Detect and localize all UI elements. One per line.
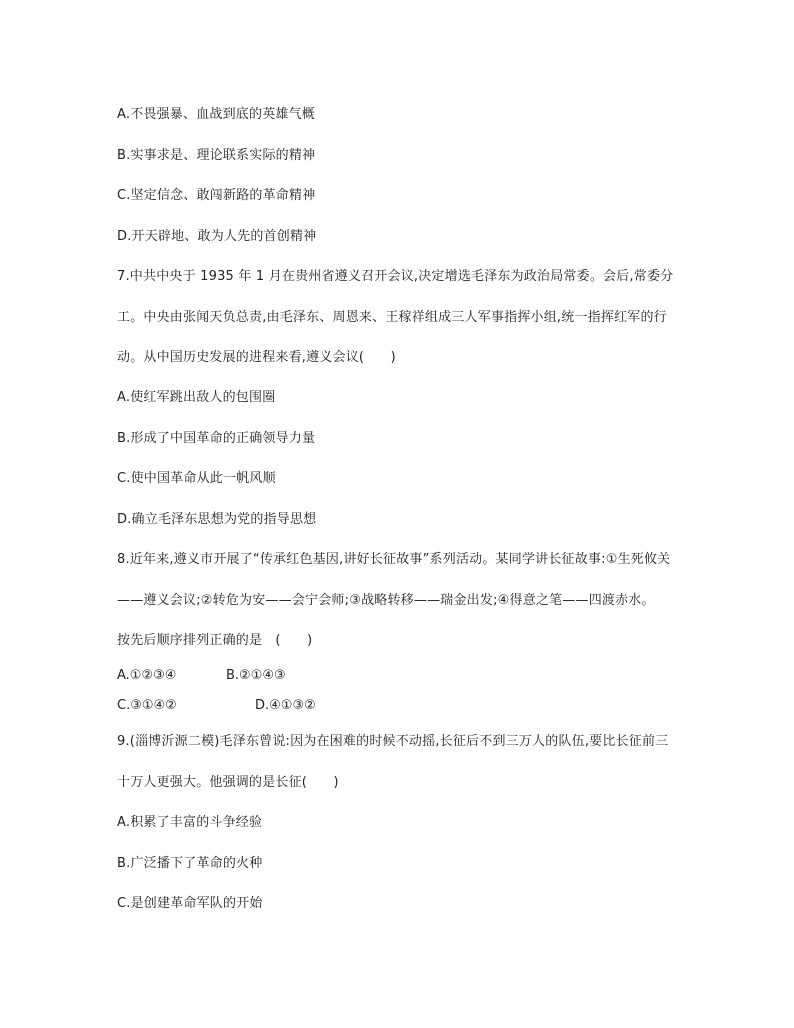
q9-option-a: A.积累了丰富的斗争经验	[117, 815, 263, 830]
q6-option-d: D.开天辟地、敢为人先的首创精神	[117, 229, 317, 244]
q8-stem-line-1: 8.近年来,遵义市开展了“传承红色基因,讲好长征故事”系列活动。某同学讲长征故事:①生死攸关	[117, 552, 671, 567]
q9-stem-line-2: 十万人更强大。他强调的是长征( )	[117, 775, 339, 790]
q6-option-b: B.实事求是、理论联系实际的精神	[117, 148, 316, 163]
q9-stem-line-1: 9.(淄博沂源二模)毛泽东曾说:因为在困难的时候不动摇,长征后不到三万人的队伍,要比长征前三	[117, 734, 669, 749]
q7-stem-line-3: 动。从中国历史发展的进程来看,遵义会议( )	[117, 350, 396, 365]
q7-option-a: A.使红军跳出敌人的包围圈	[117, 390, 276, 405]
q8-stem-line-2: ——遵义会议;②转危为安——会宁会师;③战略转移——瑞金出发;④得意之笔——四渡赤水。	[117, 593, 655, 608]
q6-option-c: C.坚定信念、敢闯新路的革命精神	[117, 188, 316, 203]
q8-stem-line-3: 按先后顺序排列正确的是 ( )	[117, 633, 313, 648]
q6-option-a: A.不畏强暴、血战到底的英雄气概	[117, 107, 315, 122]
q8-option-a: A.①②③④	[117, 668, 177, 683]
q7-stem-line-2: 工。中央由张闻天负总责,由毛泽东、周恩来、王稼祥组成三人军事指挥小组,统一指挥红军的行	[117, 310, 667, 325]
q9-option-b: B.广泛播下了革命的火种	[117, 856, 263, 871]
q8-option-c: C.③①④②	[117, 698, 177, 713]
q7-option-d: D.确立毛泽东思想为党的指导思想	[117, 512, 317, 527]
q7-option-c: C.使中国革命从此一帆风顺	[117, 471, 276, 486]
q7-stem-line-1: 7.中共中央于 1935 年 1 月在贵州省遵义召开会议,决定增选毛泽东为政治局常委。会后,常委分	[117, 269, 674, 284]
q8-option-b: B.②①④③	[226, 668, 286, 683]
q7-option-b: B.形成了中国革命的正确领导力量	[117, 431, 316, 446]
q8-option-d: D.④①③②	[255, 698, 316, 713]
q9-option-c: C.是创建革命军队的开始	[117, 896, 263, 911]
